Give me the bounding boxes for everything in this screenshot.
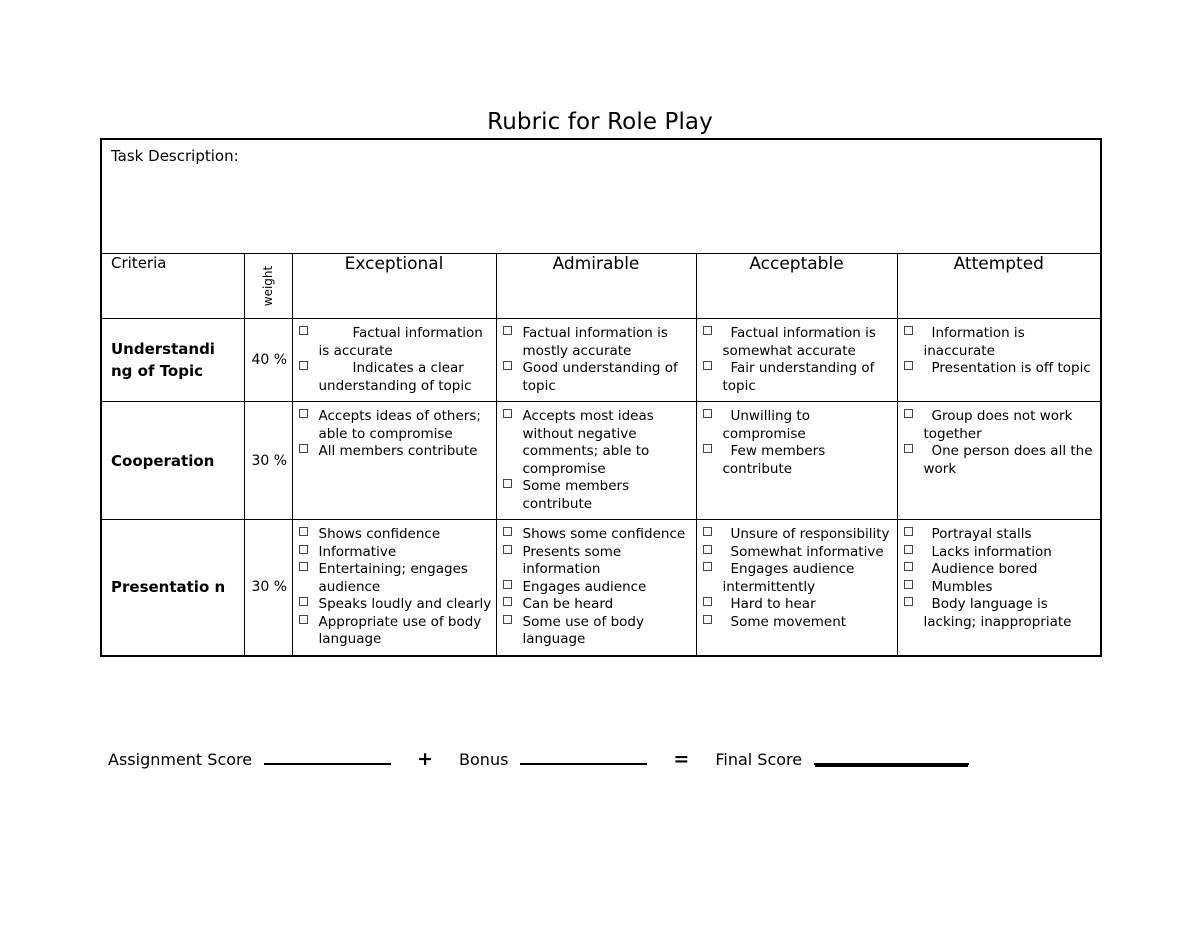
checklist bbox=[298, 325, 492, 395]
header-level-acceptable: Acceptable bbox=[696, 254, 897, 319]
checklist-item-label: Indicates a clear understanding of topic bbox=[318, 360, 472, 394]
checkbox-icon[interactable] bbox=[299, 326, 308, 335]
checkbox-icon[interactable] bbox=[904, 562, 913, 571]
checkbox-icon[interactable] bbox=[904, 409, 913, 418]
checkbox-icon[interactable] bbox=[299, 562, 308, 571]
checklist bbox=[903, 408, 1097, 478]
criteria-weight: 30 % bbox=[244, 402, 292, 520]
checklist-item[interactable] bbox=[502, 478, 692, 513]
checklist-item[interactable] bbox=[702, 325, 893, 360]
task-description-row bbox=[101, 139, 1101, 254]
checklist-item[interactable] bbox=[702, 544, 893, 562]
checkbox-icon[interactable] bbox=[299, 409, 308, 418]
checklist-item-label: Presentation is off topic bbox=[931, 360, 1091, 376]
checklist-item[interactable] bbox=[502, 360, 692, 395]
checklist bbox=[502, 408, 692, 513]
checklist-item-label: Unwilling to compromise bbox=[722, 408, 810, 442]
descriptor-cell-attempted bbox=[897, 402, 1101, 520]
checklist-item[interactable] bbox=[298, 443, 492, 461]
checkbox-icon[interactable] bbox=[904, 597, 913, 606]
score-summary-line bbox=[108, 746, 969, 772]
checklist-item-label: Accepts most ideas without negative comments; able to compromise bbox=[522, 408, 654, 477]
descriptor-cell-exceptional bbox=[292, 402, 496, 520]
descriptor-cell-admirable bbox=[496, 402, 696, 520]
checklist bbox=[298, 526, 492, 649]
checkbox-icon[interactable] bbox=[703, 527, 712, 536]
rubric-table bbox=[100, 138, 1102, 657]
header-level-admirable: Admirable bbox=[496, 254, 696, 319]
checklist-item-label: Engages audience intermittently bbox=[722, 561, 855, 595]
checklist-item-label: Mumbles bbox=[931, 578, 993, 595]
checkbox-icon[interactable] bbox=[503, 597, 512, 606]
descriptor-cell-acceptable bbox=[696, 402, 897, 520]
checklist-item[interactable] bbox=[502, 408, 692, 478]
checklist-item-label: Body language is lacking; inappropriate bbox=[923, 596, 1072, 630]
checklist-item[interactable] bbox=[702, 596, 893, 614]
checklist-item-label: Presents some information bbox=[522, 543, 622, 577]
checkbox-icon[interactable] bbox=[904, 545, 913, 554]
checklist-item-label: Lacks information bbox=[931, 543, 1052, 560]
plus-operator: + bbox=[417, 748, 434, 770]
table-header-row bbox=[101, 254, 1101, 319]
checklist-item-label: Some members contribute bbox=[522, 478, 630, 512]
checklist-item[interactable] bbox=[903, 596, 1097, 631]
table-row bbox=[101, 402, 1101, 520]
task-description-cell[interactable] bbox=[101, 139, 1101, 254]
checklist-item[interactable] bbox=[502, 614, 692, 649]
checklist-item[interactable] bbox=[298, 408, 492, 443]
assignment-score-input[interactable] bbox=[264, 746, 391, 765]
checklist-item[interactable] bbox=[502, 596, 692, 614]
checklist-item-label: All members contribute bbox=[318, 443, 478, 459]
table-row bbox=[101, 520, 1101, 656]
descriptor-cell-exceptional bbox=[292, 520, 496, 656]
checklist-item-label: Factual information is mostly accurate bbox=[522, 325, 668, 359]
checklist bbox=[502, 325, 692, 395]
checkbox-icon[interactable] bbox=[299, 527, 308, 536]
checkbox-icon[interactable] bbox=[503, 409, 512, 418]
header-level-exceptional: Exceptional bbox=[292, 254, 496, 319]
criteria-weight: 30 % bbox=[244, 520, 292, 656]
checklist-item-label: Fair understanding of topic bbox=[722, 360, 875, 394]
checklist-item[interactable] bbox=[903, 579, 1097, 597]
checkbox-icon[interactable] bbox=[503, 580, 512, 589]
checkbox-icon[interactable] bbox=[904, 444, 913, 453]
checkbox-icon[interactable] bbox=[299, 615, 308, 624]
checklist-item-label: Factual information is accurate bbox=[318, 325, 483, 359]
checklist-item-label: Appropriate use of body language bbox=[318, 613, 482, 647]
table-row bbox=[101, 319, 1101, 402]
checklist-item[interactable] bbox=[702, 360, 893, 395]
checklist-item-label: Informative bbox=[318, 543, 397, 560]
assignment-score-label: Assignment Score bbox=[108, 750, 253, 769]
checklist-item[interactable] bbox=[903, 325, 1097, 360]
checkbox-icon[interactable] bbox=[703, 444, 712, 453]
checkbox-icon[interactable] bbox=[503, 545, 512, 554]
criteria-name: Cooperation bbox=[101, 402, 244, 520]
checklist-item-label: Group does not work together bbox=[923, 408, 1073, 442]
checklist-item[interactable] bbox=[903, 360, 1097, 378]
checkbox-icon[interactable] bbox=[703, 326, 712, 335]
checklist-item[interactable] bbox=[903, 443, 1097, 478]
checklist-item-label: Entertaining; engages audience bbox=[318, 561, 468, 595]
descriptor-cell-admirable bbox=[496, 319, 696, 402]
checkbox-icon[interactable] bbox=[503, 615, 512, 624]
descriptor-cell-acceptable bbox=[696, 520, 897, 656]
checklist-item[interactable] bbox=[502, 325, 692, 360]
final-score-input[interactable] bbox=[814, 746, 969, 765]
checkbox-icon[interactable] bbox=[703, 545, 712, 554]
checklist-item[interactable] bbox=[298, 596, 492, 614]
criteria-weight: 40 % bbox=[244, 319, 292, 402]
checklist-item-label: Unsure of responsibility bbox=[730, 526, 890, 542]
checklist-item[interactable] bbox=[702, 526, 893, 544]
checklist-item[interactable] bbox=[298, 325, 492, 360]
checklist-item-label: Shows confidence bbox=[318, 526, 441, 542]
checklist bbox=[502, 526, 692, 649]
checkbox-icon[interactable] bbox=[503, 361, 512, 370]
task-description-label: Task Description: bbox=[111, 147, 239, 165]
checkbox-icon[interactable] bbox=[299, 444, 308, 453]
checklist-item[interactable] bbox=[502, 526, 692, 544]
criteria-name: Understandi ng of Topic bbox=[101, 319, 244, 402]
checklist-item-label: Speaks loudly and clearly bbox=[318, 596, 492, 612]
checkbox-icon[interactable] bbox=[904, 326, 913, 335]
checklist-item-label: Some movement bbox=[730, 613, 847, 630]
checklist-item[interactable] bbox=[298, 360, 492, 395]
checklist bbox=[702, 325, 893, 395]
checkbox-icon[interactable] bbox=[703, 361, 712, 370]
header-weight-label: weight bbox=[261, 265, 275, 307]
header-weight bbox=[244, 254, 292, 319]
checklist-item-label: Can be heard bbox=[522, 596, 614, 612]
checklist-item[interactable] bbox=[903, 544, 1097, 562]
checkbox-icon[interactable] bbox=[299, 545, 308, 554]
descriptor-cell-exceptional bbox=[292, 319, 496, 402]
checklist-item-label: Factual information is somewhat accurate bbox=[722, 325, 876, 359]
checklist-item-label: Engages audience bbox=[522, 578, 647, 595]
checklist bbox=[298, 408, 492, 461]
checkbox-icon[interactable] bbox=[299, 361, 308, 370]
checklist bbox=[702, 526, 893, 631]
header-level-attempted: Attempted bbox=[897, 254, 1101, 319]
equals-operator: = bbox=[673, 748, 690, 770]
checklist-item-label: Information is inaccurate bbox=[923, 325, 1025, 359]
checklist-item-label: Some use of body language bbox=[522, 613, 644, 647]
checklist-item[interactable] bbox=[298, 544, 492, 562]
checkbox-icon[interactable] bbox=[904, 527, 913, 536]
checklist-item[interactable] bbox=[702, 614, 893, 632]
checklist-item-label: Accepts ideas of others; able to compromise bbox=[318, 408, 481, 442]
checkbox-icon[interactable] bbox=[703, 562, 712, 571]
checklist bbox=[903, 325, 1097, 378]
checklist-item[interactable] bbox=[702, 443, 893, 478]
checkbox-icon[interactable] bbox=[904, 361, 913, 370]
checklist-item[interactable] bbox=[903, 526, 1097, 544]
descriptor-cell-acceptable bbox=[696, 319, 897, 402]
checkbox-icon[interactable] bbox=[299, 597, 308, 606]
checkbox-icon[interactable] bbox=[503, 326, 512, 335]
checklist-item-label: One person does all the work bbox=[923, 443, 1093, 477]
checklist-item[interactable] bbox=[298, 561, 492, 596]
bonus-label: Bonus bbox=[459, 750, 509, 769]
checklist-item-label: Shows some confidence bbox=[522, 526, 686, 542]
checklist-item[interactable] bbox=[502, 579, 692, 597]
checkbox-icon[interactable] bbox=[904, 580, 913, 589]
checklist-item[interactable] bbox=[903, 408, 1097, 443]
final-score-label: Final Score bbox=[715, 750, 803, 769]
checklist-item[interactable] bbox=[298, 614, 492, 649]
checklist-item[interactable] bbox=[903, 561, 1097, 579]
bonus-input[interactable] bbox=[520, 746, 647, 765]
checkbox-icon[interactable] bbox=[503, 527, 512, 536]
checklist-item[interactable] bbox=[702, 561, 893, 596]
checkbox-icon[interactable] bbox=[703, 409, 712, 418]
checklist-item-label: Audience bored bbox=[931, 561, 1038, 577]
descriptor-cell-attempted bbox=[897, 319, 1101, 402]
criteria-name: Presentatio n bbox=[101, 520, 244, 656]
checkbox-icon[interactable] bbox=[703, 615, 712, 624]
checklist-item-label: Few members contribute bbox=[722, 443, 826, 477]
checkbox-icon[interactable] bbox=[703, 597, 712, 606]
checklist-item-label: Good understanding of topic bbox=[522, 360, 678, 394]
checkbox-icon[interactable] bbox=[503, 479, 512, 488]
checklist-item[interactable] bbox=[298, 526, 492, 544]
checklist-item[interactable] bbox=[502, 544, 692, 579]
checklist-item-label: Somewhat informative bbox=[730, 543, 884, 560]
checklist-item-label: Hard to hear bbox=[730, 596, 816, 612]
checklist-item[interactable] bbox=[702, 408, 893, 443]
checklist bbox=[903, 526, 1097, 631]
descriptor-cell-admirable bbox=[496, 520, 696, 656]
checklist bbox=[702, 408, 893, 478]
checklist-item-label: Portrayal stalls bbox=[931, 526, 1032, 542]
header-criteria: Criteria bbox=[101, 254, 244, 319]
page-title: Rubric for Role Play bbox=[487, 109, 713, 135]
descriptor-cell-attempted bbox=[897, 520, 1101, 656]
